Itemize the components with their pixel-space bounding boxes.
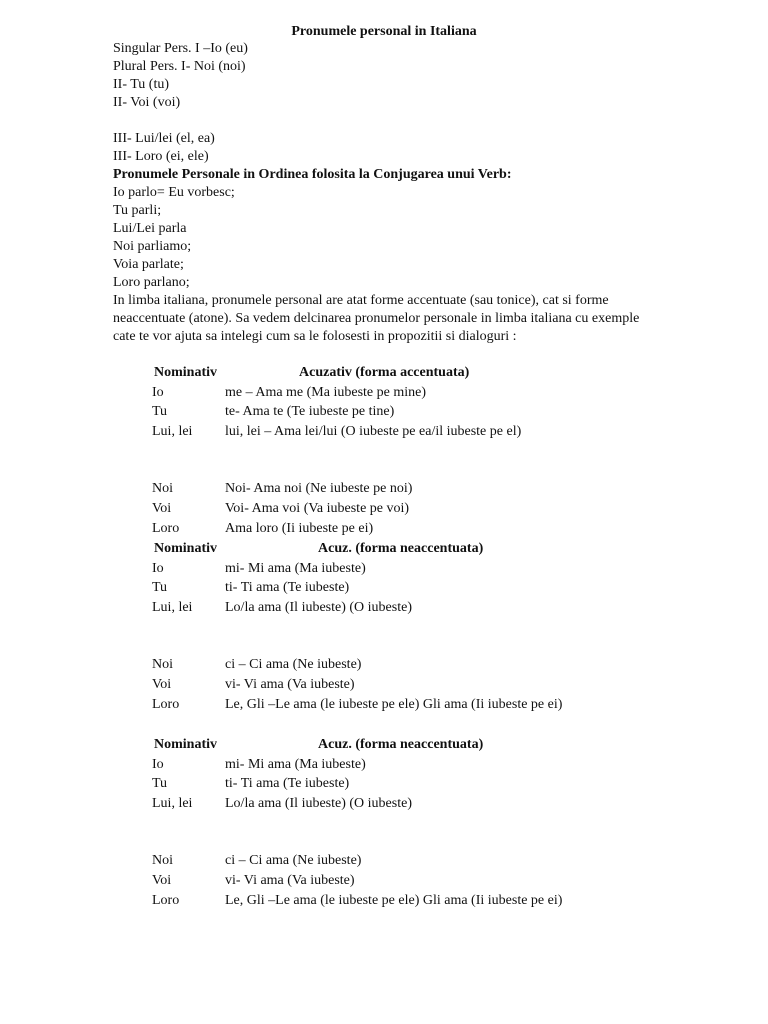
page-title: Pronumele personal in Italiana	[291, 24, 477, 39]
pronoun-cell: Voi	[152, 676, 172, 692]
intro-line: II- Voi (voi)	[113, 95, 181, 110]
example-cell: mi- Mi ama (Ma iubeste)	[225, 756, 366, 772]
example-cell: Voi- Ama voi (Va iubeste pe voi)	[225, 500, 410, 516]
example-cell: ci – Ci ama (Ne iubeste)	[225, 657, 362, 673]
example-cell: ti- Ti ama (Te iubeste)	[225, 580, 350, 596]
example-cell: te- Ama te (Te iubeste pe tine)	[225, 404, 395, 420]
conjugation-line: Noi parliamo;	[113, 239, 192, 254]
pronoun-cell: Loro	[152, 892, 180, 908]
intro-section	[113, 40, 653, 346]
pronoun-cell: Tu	[152, 404, 168, 420]
blank-line	[113, 112, 653, 130]
pronoun-cell: Voi	[152, 500, 172, 516]
example-cell: me – Ama me (Ma iubeste pe mine)	[225, 384, 426, 400]
pronoun-cell: Io	[152, 384, 164, 400]
example-cell: vi- Vi ama (Va iubeste)	[225, 676, 355, 692]
example-cell: Lo/la ama (Il iubeste) (O iubeste)	[225, 599, 412, 615]
example-cell: Noi- Ama noi (Ne iubeste pe noi)	[225, 481, 413, 497]
pronoun-cell: Lui, lei	[152, 423, 193, 439]
conjugation-line: Lui/Lei parla	[113, 221, 187, 236]
pronoun-cell: Lui, lei	[152, 599, 193, 615]
intro-line: Singular Pers. I –Io (eu)	[113, 41, 248, 56]
header-acuzativ: Acuzativ (forma accentuata)	[299, 365, 470, 380]
intro-line: II- Tu (tu)	[113, 77, 170, 92]
conjugation-line: Voia parlate;	[113, 257, 184, 272]
example-cell: Ama loro (Ii iubeste pe ei)	[225, 520, 374, 536]
pronoun-cell: Io	[152, 560, 164, 576]
pronoun-cell: Tu	[152, 580, 168, 596]
example-cell: Lo/la ama (Il iubeste) (O iubeste)	[225, 795, 412, 811]
pronoun-cell: Loro	[152, 520, 180, 536]
pronoun-cell: Noi	[152, 481, 173, 497]
example-cell: mi- Mi ama (Ma iubeste)	[225, 560, 366, 576]
example-cell: ci – Ci ama (Ne iubeste)	[225, 853, 362, 869]
header-nominativ: Nominativ	[154, 365, 217, 380]
example-cell: Le, Gli –Le ama (le iubeste pe ele) Gli ama (Ii iubeste pe ei)	[225, 892, 563, 908]
example-cell: vi- Vi ama (Va iubeste)	[225, 872, 355, 888]
pronoun-cell: Tu	[152, 776, 168, 792]
intro-paragraph: In limba italiana, pronumele personal are atat forme accentuate (sau tonice), cat si forme neaccentuate (atone). Sa vedem delcinarea pronumelor personale in limba italiana cu exemple cate te vor ajuta sa intelegi cum sa le folosesti in propozitii si dialoguri :	[113, 293, 640, 344]
intro-line: Plural Pers. I- Noi (noi)	[113, 59, 246, 74]
conjugation-line: Loro parlano;	[113, 275, 190, 290]
header-nominativ: Nominativ	[154, 541, 217, 556]
section-heading: Pronumele Personale in Ordinea folosita la Conjugarea unui Verb:	[113, 167, 512, 182]
example-cell: lui, lei – Ama lei/lui (O iubeste pe ea/il iubeste pe el)	[225, 423, 522, 439]
conjugation-line: Tu parli;	[113, 203, 162, 218]
header-acuzativ: Acuz. (forma neaccentuata)	[318, 737, 484, 752]
header-acuzativ: Acuz. (forma neaccentuata)	[318, 541, 484, 556]
example-cell: ti- Ti ama (Te iubeste)	[225, 776, 350, 792]
pronoun-cell: Noi	[152, 853, 173, 869]
pronoun-cell: Io	[152, 756, 164, 772]
pronoun-cell: Noi	[152, 657, 173, 673]
intro-line: III- Loro (ei, ele)	[113, 149, 209, 164]
conjugation-line: Io parlo= Eu vorbesc;	[113, 185, 235, 200]
intro-line: III- Lui/lei (el, ea)	[113, 131, 215, 146]
pronoun-cell: Loro	[152, 696, 180, 712]
pronoun-cell: Voi	[152, 872, 172, 888]
pronoun-cell: Lui, lei	[152, 795, 193, 811]
header-nominativ: Nominativ	[154, 737, 217, 752]
example-cell: Le, Gli –Le ama (le iubeste pe ele) Gli ama (Ii iubeste pe ei)	[225, 696, 563, 712]
